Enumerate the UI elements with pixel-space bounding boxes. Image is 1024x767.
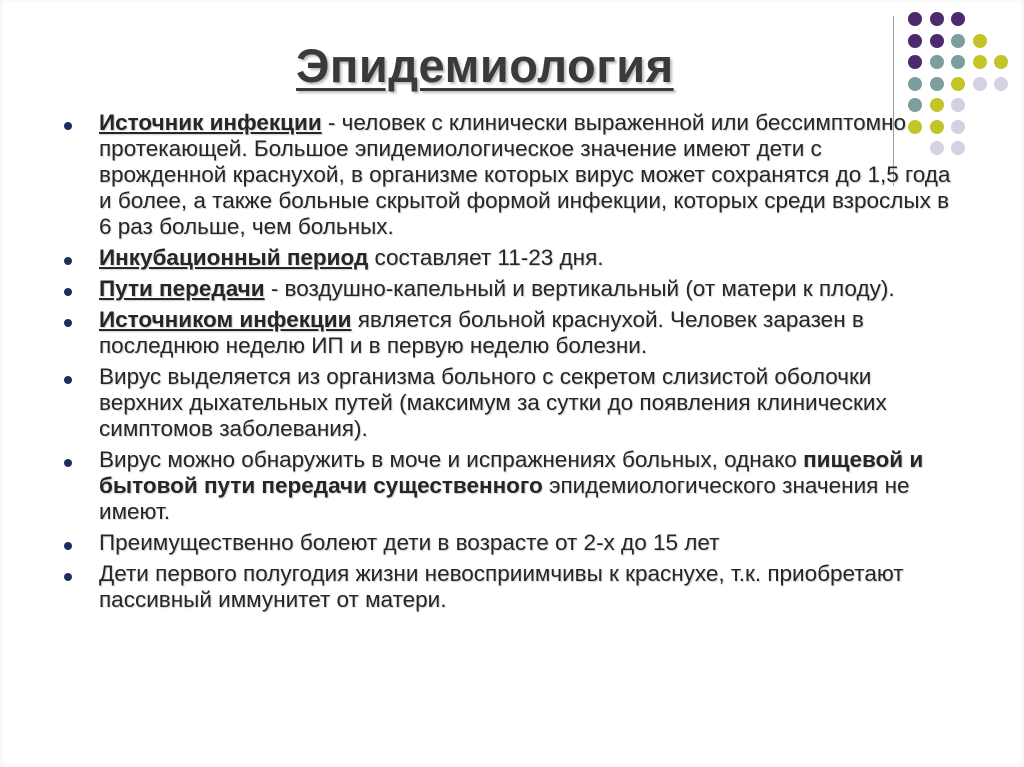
bullet-item-infant-immunity — [64, 561, 954, 613]
decorative-dot — [951, 34, 965, 48]
bullet-tail-text: эпидемиологического значения не имеют. — [99, 473, 910, 524]
decorative-dot — [908, 34, 922, 48]
bullet-text: Вирус можно обнаружить в моче и испражнениях больных, однако — [99, 447, 804, 472]
decorative-dot — [951, 77, 965, 91]
bullet-text: Дети первого полугодия жизни невосприимчивы к краснухе, т.к. приобретают пассивный иммунитет от матери. — [99, 561, 904, 612]
bullet-strong-text: пищевой и бытовой пути передачи существенного — [99, 447, 924, 498]
bullet-item-age-group — [64, 530, 954, 556]
decorative-dot — [908, 77, 922, 91]
bullet-marker — [64, 376, 72, 384]
bullet-marker — [64, 257, 72, 265]
bullet-marker — [64, 573, 72, 581]
bullet-marker — [64, 319, 72, 327]
bullet-text: составляет 11-23 дня. — [368, 245, 604, 270]
decorative-dot — [994, 77, 1008, 91]
bullet-text: Вирус выделяется из организма больного с секретом слизистой оболочки верхних дыхательных путей (максимум за сутки до появления клинических симптомов заболевания). — [99, 364, 887, 441]
bullet-text: - человек с клинически выраженной или бессимптомно протекающей. Большое эпидемиологическое значение имеют дети с врожденной краснухой, в организме которых вирус может сохранятся до 1,5 года и более, а также больные скрытой формой инфекции, которых среди взрослых в 6 раз больше, чем больных. — [99, 110, 951, 239]
bullet-text: - воздушно-капельный и вертикальный (от матери к плоду). — [264, 276, 895, 301]
decorative-dot — [930, 77, 944, 91]
decorative-dot — [930, 55, 944, 69]
bullet-text: является больной краснухой. Человек заразен в последнюю неделю ИП и в первую неделю болезни. — [99, 307, 864, 358]
decorative-dot — [908, 12, 922, 26]
bullet-marker — [64, 288, 72, 296]
bullet-item-transmission-routes — [64, 276, 954, 302]
decorative-dot — [994, 55, 1008, 69]
bullet-marker — [64, 459, 72, 467]
decorative-dot — [973, 77, 987, 91]
decorative-dot — [908, 55, 922, 69]
decorative-dot — [951, 12, 965, 26]
decorative-dot — [951, 55, 965, 69]
decorative-dot — [973, 55, 987, 69]
bullet-item-incubation-period — [64, 245, 954, 271]
bullet-text: Преимущественно болеют дети в возрасте от 2-х до 15 лет — [99, 530, 720, 555]
bullet-item-virus-shedding — [64, 364, 954, 442]
bullet-term: Источником инфекции — [99, 307, 352, 332]
bullet-term: Источник инфекции — [99, 110, 322, 135]
bullet-item-infection-source-patient — [64, 307, 954, 359]
bullet-item-source-of-infection — [64, 110, 954, 240]
slide-title: Эпидемиология — [296, 39, 674, 92]
bullet-marker — [64, 542, 72, 550]
decorative-dot — [930, 34, 944, 48]
bullet-list — [64, 110, 954, 618]
bullet-item-virus-in-urine — [64, 447, 954, 525]
bullet-marker — [64, 122, 72, 130]
bullet-term: Пути передачи — [99, 276, 265, 301]
decorative-dot — [930, 12, 944, 26]
bullet-term: Инкубационный период — [99, 245, 369, 270]
decorative-dot — [973, 34, 987, 48]
